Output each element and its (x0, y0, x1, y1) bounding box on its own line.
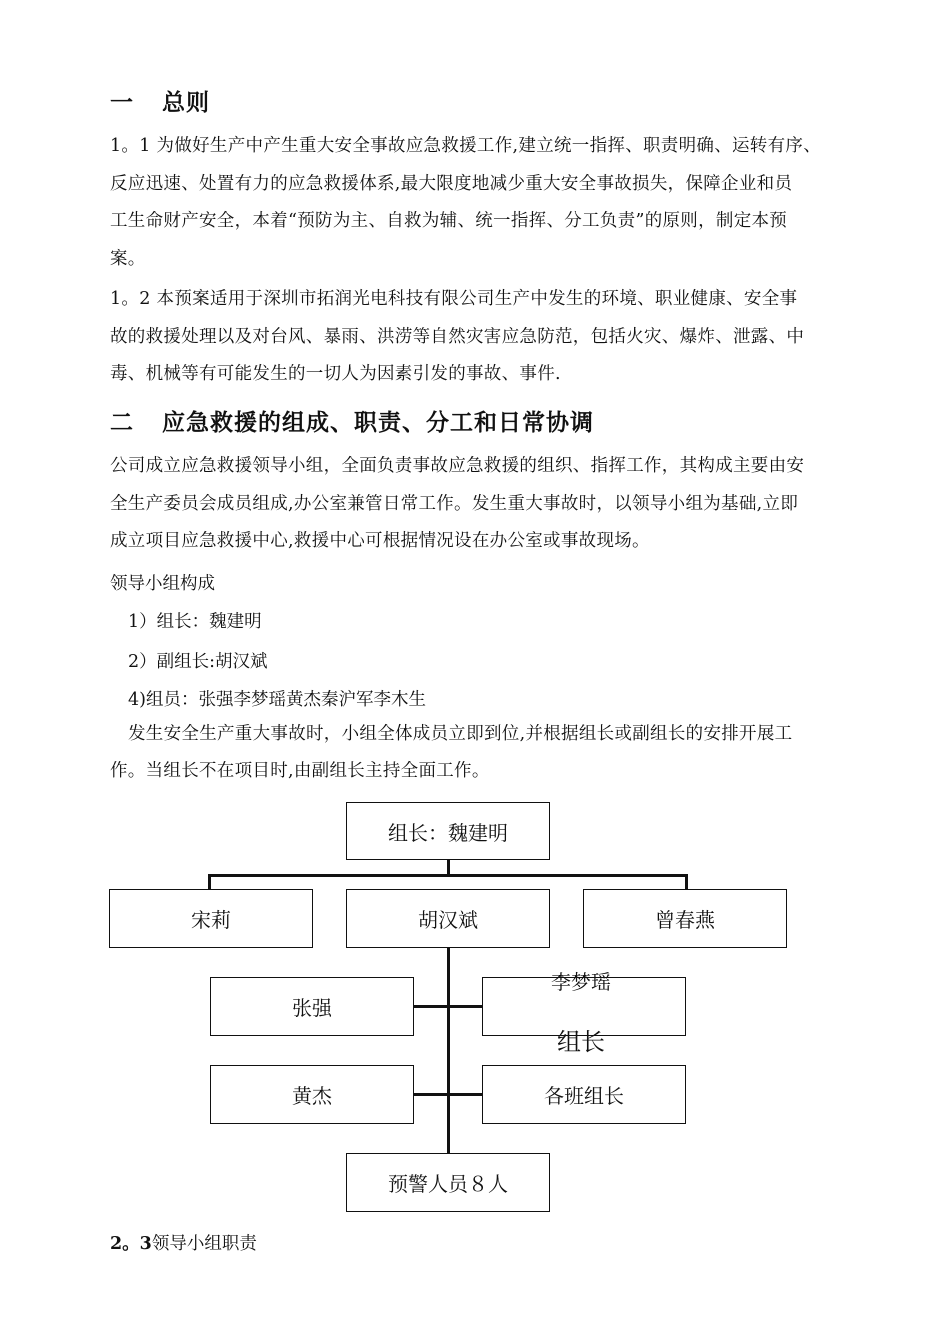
connector-line (685, 874, 688, 890)
member-item: 4)组员：张强李梦瑶黄杰秦沪军李木生 (128, 690, 426, 710)
paragraph-2-1 (110, 448, 870, 561)
paragraph-line: 全生产委员会成员组成,办公室兼管日常工作。发生重大事故时，以领导小组为基础,立即 (110, 493, 799, 514)
org-box-leader: 组长：魏建明 (346, 802, 550, 860)
org-box-member: 黄杰 (210, 1065, 414, 1124)
paragraph-line: 公司成立应急救援领导小组，全面负责事故应急救援的组织、指挥工作，其构成主要由安 (110, 456, 805, 476)
paragraph-2-2 (128, 716, 870, 754)
paragraph-line: 发生安全生产重大事故时，小组全体成员立即到位,并根据组长或副组长的安排开展工 (128, 724, 793, 744)
org-box-member: 张强 (210, 977, 414, 1036)
paragraph-line: 成立项目应急救援中心,救援中心可根据情况设在办公室或事故现场。 (110, 531, 650, 551)
section-title: 应急救援的组成、职责、分工和日常协调 (162, 410, 594, 436)
org-box-member: 曾春燕 (583, 889, 787, 948)
paragraph-line: 毒、机械等有可能发生的一切人为因素引发的事故、事件. (110, 364, 561, 384)
paragraph-line: 1。2 本预案适用于深圳市拓润光电科技有限公司生产中发生的环境、职业健康、安全事 (110, 289, 798, 309)
paragraph-line: 反应迅速、处置有力的应急救援体系,最大限度地减少重大安全事故损失，保障企业和员 (110, 173, 793, 194)
org-overlay-role: 组长 (557, 1028, 605, 1056)
org-overlay-name: 李梦瑶 (551, 970, 611, 994)
section-number: 二 (110, 410, 134, 436)
connector-line (447, 947, 450, 1154)
paragraph-line: 1。1 为做好生产中产生重大安全事故应急救援工作,建立统一指挥、职责明确、运转有序、 (110, 136, 821, 156)
org-box-deputy: 胡汉斌 (346, 889, 550, 948)
connector-line (208, 874, 211, 890)
paragraph-line: 故的救援处理以及对台风、暴雨、洪涝等自然灾害应急防范，包括火灾、爆炸、泄露、中 (110, 326, 805, 347)
paragraph-line: 作。当组长不在项目时,由副组长主持全面工作。 (110, 761, 490, 781)
subsection-heading (110, 1230, 257, 1255)
subsection-number: 2。3 (110, 1234, 152, 1254)
section-title: 总则 (162, 90, 210, 116)
section-number: 一 (110, 90, 134, 116)
member-item: 1）组长：魏建明 (128, 612, 262, 632)
org-box-warning-staff: 预警人员８人 (346, 1153, 550, 1212)
paragraph-1-2 (110, 281, 870, 394)
org-box-member: 宋莉 (109, 889, 313, 948)
paragraph-2-2-cont (110, 753, 870, 791)
org-box-team-leaders: 各班组长 (482, 1065, 686, 1124)
member-item: 2）副组长:胡汉斌 (128, 652, 268, 672)
section-heading-1 (110, 84, 210, 117)
section-heading-2 (110, 404, 594, 437)
connector-line (413, 1093, 483, 1096)
group-heading: 领导小组构成 (110, 574, 215, 594)
paragraph-line: 工生命财产安全，本着“预防为主、自救为辅、统一指挥、分工负责”的原则，制定本预 (110, 211, 788, 231)
connector-line (208, 874, 688, 877)
subsection-title: 领导小组职责 (151, 1234, 257, 1254)
connector-line (413, 1005, 483, 1008)
paragraph-line: 案。 (110, 248, 146, 269)
paragraph-1-1 (110, 128, 870, 278)
